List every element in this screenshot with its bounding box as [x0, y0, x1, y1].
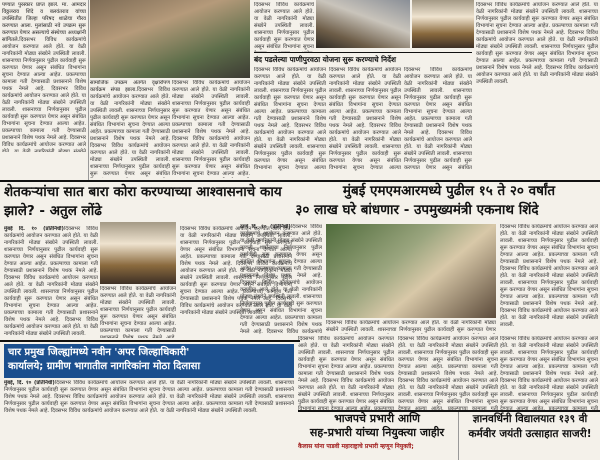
collector-banner — [4, 344, 294, 378]
farmers-dateline: मुंबई दि. १० (प्रतिनिधी) — [4, 226, 64, 232]
story-top-left-snippet: पण्यात पुरस्कार प्राप्त झाले. मा. आमदार विठ्ठलराव शिंदे व बलवंतराव यांच्या उपस्थितीत जिल्हा परिषद शाळेचा गौरव करण्यात आला. मुलांसाठी नवे उपक्रम सुरू करण्यात येणार असल्याचे संस्थेच्या अध्यक्षांनी सांगितले. — [2, 2, 86, 43]
mmr-col-below-photo — [326, 320, 496, 334]
mmr-headline-line-1: मुंबई एमएमआरमध्ये पुढील १५ ते २० वर्षांत — [342, 183, 556, 199]
story-top-center-text — [254, 2, 314, 52]
story-top-mid-right-text — [172, 80, 250, 178]
farmers-mid-text — [100, 286, 176, 338]
mmr-dateline: ठाणे दि. १० (प्रतिनिधी) — [240, 224, 291, 230]
water-scheme-story — [254, 52, 472, 178]
tree-plantation-photo — [90, 0, 250, 78]
collector-headline-line-2: कार्यालये; ग्रामीण भागातील नागरिकांना मोठा दिलासा — [8, 361, 201, 372]
school-story — [462, 412, 598, 460]
bottom-divider — [458, 412, 459, 460]
collector-dateline: मुंबई, दि. १० (प्रतिनिधी) — [4, 380, 55, 386]
story-top-right-text — [476, 2, 598, 178]
water-scheme-col-3 — [404, 67, 472, 171]
meeting-photo — [316, 0, 410, 48]
story-top-mid-left-text — [90, 80, 170, 178]
mmr-lower-col-3 — [500, 336, 598, 410]
mmr-col-1 — [240, 224, 322, 334]
bjp-headline-line-2: सह-प्रभारी यांच्या नियुक्त्या जाहीर — [309, 426, 445, 439]
story-top-left-text — [2, 2, 86, 152]
bjp-headline-line-1: भाजपचे प्रभारी आणि — [334, 412, 420, 425]
collector-body — [4, 380, 294, 458]
mmr-event-photo — [326, 224, 496, 318]
story-top-mid-caption: सामाजिक उपक्रम अंतर्गत वृक्षारोपण कार्यक्रम संपन्न झाला. — [90, 80, 170, 93]
water-scheme-col-1 — [254, 67, 326, 171]
mmr-lower-col-2 — [398, 336, 498, 410]
top-left-divider — [88, 0, 89, 180]
school-headline-line-1: ज्ञानवर्धिनी विद्यालयात १३९ वी — [472, 413, 588, 425]
mmr-lower-col-1 — [298, 336, 394, 410]
bjp-subhead: कैलास यांना पाडवी महाराष्ट्राचे प्रभारी म्हणून नियुक्ती; — [298, 443, 414, 450]
farmers-left-text — [4, 226, 98, 338]
mmr-col-right — [500, 224, 598, 334]
portrait-photo — [412, 0, 474, 48]
farmers-headline: शेतकऱ्यांचा सात बारा कोरा करण्याच्या आश्वासनाचे काय झाले? - अतुल लोंढे — [4, 184, 282, 219]
water-scheme-col-2 — [329, 67, 401, 171]
mid-section-rule — [0, 340, 300, 342]
collector-headline-line-1: चार प्रमुख जिल्ह्यांमध्ये नवीन 'अपर जिल्हाधिकारी' — [8, 347, 190, 358]
school-headline-line-2: कर्मवीर जयंती उत्साहात साजरी! — [468, 428, 592, 440]
bjp-story — [298, 412, 456, 460]
atul-londhe-photo — [100, 222, 176, 284]
water-scheme-headline: बंद पडलेल्या पाणीपुरवठा योजना सुरू करण्याचे निर्देश — [254, 52, 472, 67]
mmr-headline-line-2: ३० लाख घरे बांधणार - उपमुख्यमंत्री एकनाथ शिंदे — [295, 202, 539, 218]
